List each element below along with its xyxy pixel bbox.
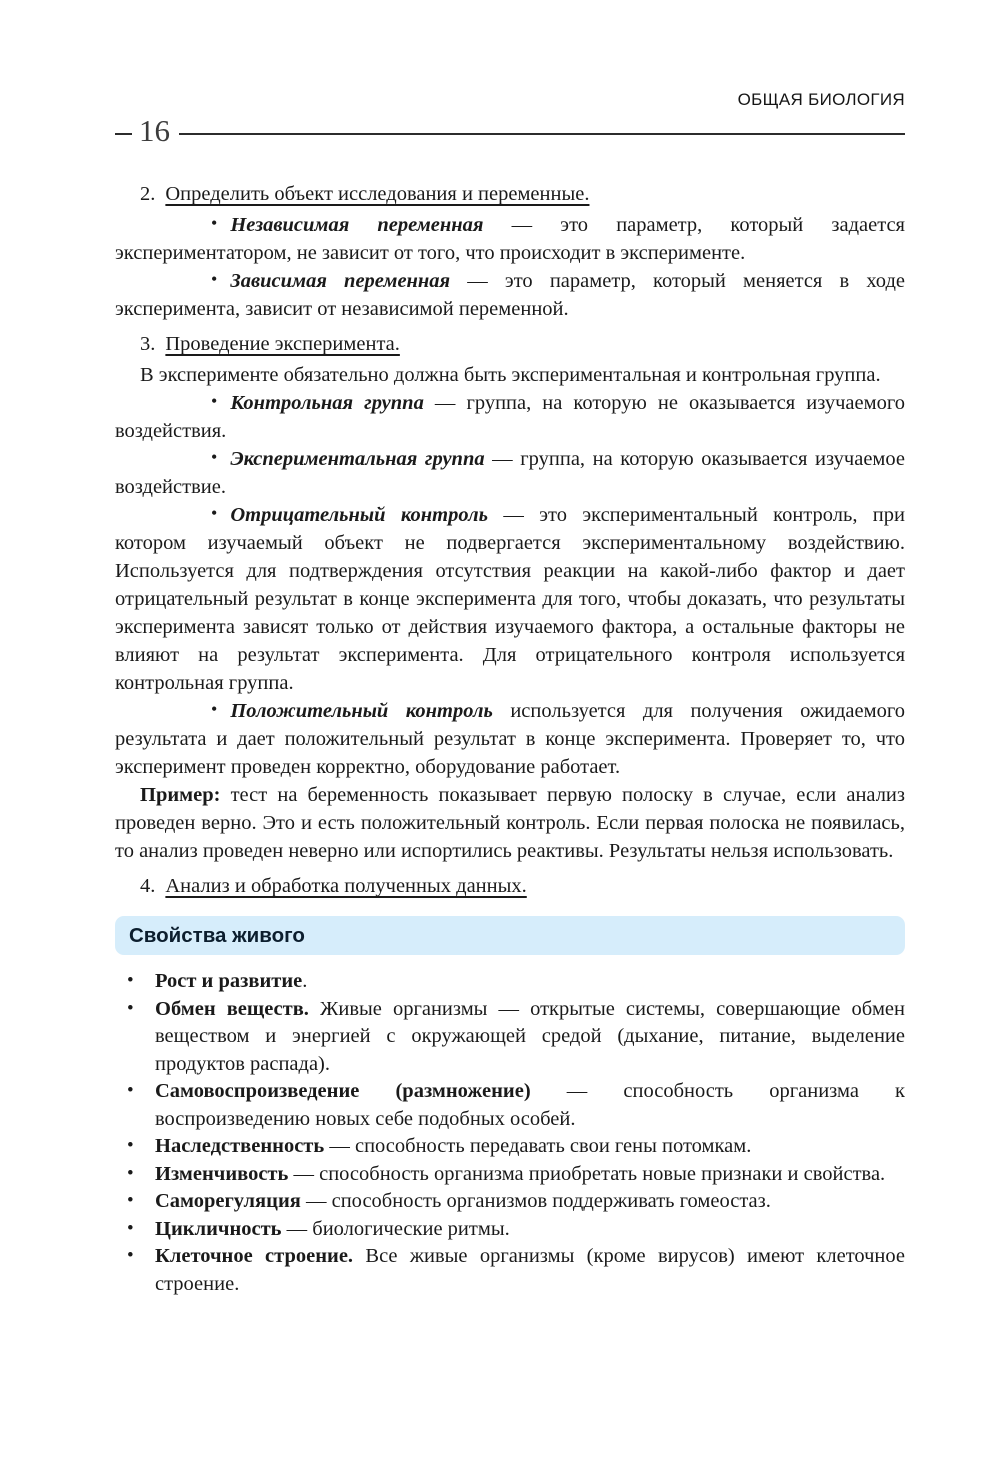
- bullet-icon: •: [211, 213, 218, 233]
- term-control-group: Контрольная группа: [230, 392, 424, 414]
- bullet-negative-control: [115, 501, 905, 697]
- property-text: — способность организмов поддерживать гомеостаз.: [300, 1190, 771, 1212]
- step-4-heading: [115, 872, 905, 900]
- step-title: Проведение эксперимента.: [165, 333, 400, 355]
- list-item-heredity: [115, 1133, 905, 1161]
- bullet-control-group: [115, 389, 905, 445]
- property-term: Клеточное строение.: [155, 1245, 354, 1267]
- list-item-self-regulation: [115, 1188, 905, 1216]
- bullet-icon: •: [211, 699, 218, 719]
- step-title: Определить объект исследования и переменные.: [165, 183, 590, 205]
- section-heading-box: [115, 916, 905, 955]
- bullet-icon: •: [127, 1080, 134, 1101]
- bullet-icon: •: [127, 970, 134, 991]
- bullet-icon: •: [127, 1135, 134, 1156]
- header-rule: [179, 133, 905, 135]
- bullet-icon: •: [211, 269, 218, 289]
- property-text: — способность передавать свои гены потомкам.: [324, 1135, 752, 1157]
- property-term: Саморегуляция: [155, 1190, 301, 1212]
- property-text: — биологические ритмы.: [281, 1217, 510, 1240]
- property-term: Цикличность: [155, 1217, 282, 1240]
- paragraph-text: тест на беременность показывает первую полоску в случае, если анализ проведен верно. Это и есть положительный контроль. Если первая полоска не появилась, то анализ проведен неверно или испортились реактивы. Результаты нельзя использовать.: [115, 784, 905, 862]
- bullet-icon: •: [211, 391, 218, 411]
- list-item-metabolism: [115, 996, 905, 1079]
- step-number: 3.: [140, 333, 156, 355]
- property-text: — способность организма приобретать новые признаки и свойства.: [288, 1162, 886, 1185]
- paragraph-text: — группа, на которую оказывается изучаемое воздействие.: [115, 448, 905, 498]
- step-title: Анализ и обработка полученных данных.: [165, 875, 527, 897]
- step-number: 4.: [140, 875, 156, 897]
- page-number: 16: [139, 113, 170, 148]
- step-2-heading: [115, 180, 905, 208]
- bullet-experimental-group: [115, 445, 905, 501]
- bullet-icon: •: [211, 447, 218, 467]
- step-number: 2.: [140, 183, 156, 205]
- property-text: Живые организмы — открытые системы, совершающие обмен веществом и энергией с окружающей средой (дыхание, питание, выделение продуктов распада).: [155, 997, 905, 1075]
- property-term: Наследственность: [155, 1135, 325, 1157]
- list-item-cellular-structure: [115, 1243, 905, 1298]
- header-rule-row: [115, 113, 905, 149]
- list-item-reproduction: [115, 1078, 905, 1133]
- bullet-dependent-variable: [115, 267, 905, 323]
- bullet-icon: •: [127, 1245, 134, 1266]
- paragraph-text: — группа, на которую не оказывается изучаемого воздействия.: [115, 392, 906, 442]
- paragraph-text: используется для получения ожидаемого результата и дает положительный результат в конце эксперимента. Проверяет то, что эксперимент проведен корректно, оборудование работает.: [115, 700, 905, 778]
- bullet-icon: •: [127, 1217, 134, 1239]
- paragraph-example: [115, 781, 905, 865]
- property-term: Изменчивость: [155, 1162, 289, 1185]
- property-text: — способность организма к воспроизведению новых себе подобных особей.: [155, 1080, 905, 1130]
- example-label: Пример:: [140, 784, 221, 806]
- property-text: .: [302, 970, 308, 992]
- term-independent-variable: Независимая переменная: [230, 214, 484, 236]
- bullet-icon: •: [127, 1190, 134, 1211]
- section-title: Свойства живого: [129, 923, 305, 947]
- paragraph-text: — это параметр, который меняется в ходе эксперимента, зависит от независимой переменной.: [115, 270, 905, 320]
- properties-list: [0, 955, 1000, 1298]
- list-item-variability: [115, 1161, 905, 1189]
- term-positive-control: Положительный контроль: [230, 700, 493, 722]
- term-negative-control: Отрицательный контроль: [230, 504, 488, 526]
- bullet-positive-control: [115, 697, 905, 781]
- bullet-icon: •: [127, 997, 134, 1019]
- paragraph-experiment-intro: В эксперименте обязательно должна быть экспериментальная и контрольная группа.: [140, 364, 881, 386]
- header-short-dash: [115, 133, 132, 135]
- list-item-growth: [115, 968, 905, 996]
- bullet-icon: •: [211, 503, 218, 523]
- term-experimental-group: Экспериментальная группа: [230, 448, 485, 470]
- page-body: [0, 149, 1000, 900]
- paragraph-text: — это экспериментальный контроль, при котором изучаемый объект не подвергается экспериментальному воздействию. Используется для подтверждения отсутствия реакции на какой-либо фактор и дает отрицательный результат в конце эксперимента для того, чтобы доказать, что результаты эксперимента зависят только от действия изучаемого фактора, а остальные факторы не влияют на результат эксперимента. Для отрицательного контроля используется контрольная группа.: [115, 504, 906, 694]
- bullet-icon: •: [127, 1162, 134, 1184]
- property-term: Самовоспроизведение (размножение): [155, 1080, 531, 1102]
- term-dependent-variable: Зависимая переменная: [230, 270, 451, 292]
- property-text: Все живые организмы (кроме вирусов) имеют клеточное строение.: [155, 1245, 905, 1295]
- property-term: Рост и развитие: [155, 970, 303, 992]
- paragraph-text: — это параметр, который задается экспериментатором, не зависит от того, что происходит в эксперименте.: [115, 214, 905, 264]
- page-header: [0, 0, 1000, 149]
- running-head: ОБЩАЯ БИОЛОГИЯ: [737, 90, 905, 109]
- property-term: Обмен веществ.: [155, 997, 309, 1020]
- list-item-cyclicity: [115, 1216, 905, 1244]
- step-3-heading: [115, 330, 905, 358]
- bullet-independent-variable: [115, 211, 905, 267]
